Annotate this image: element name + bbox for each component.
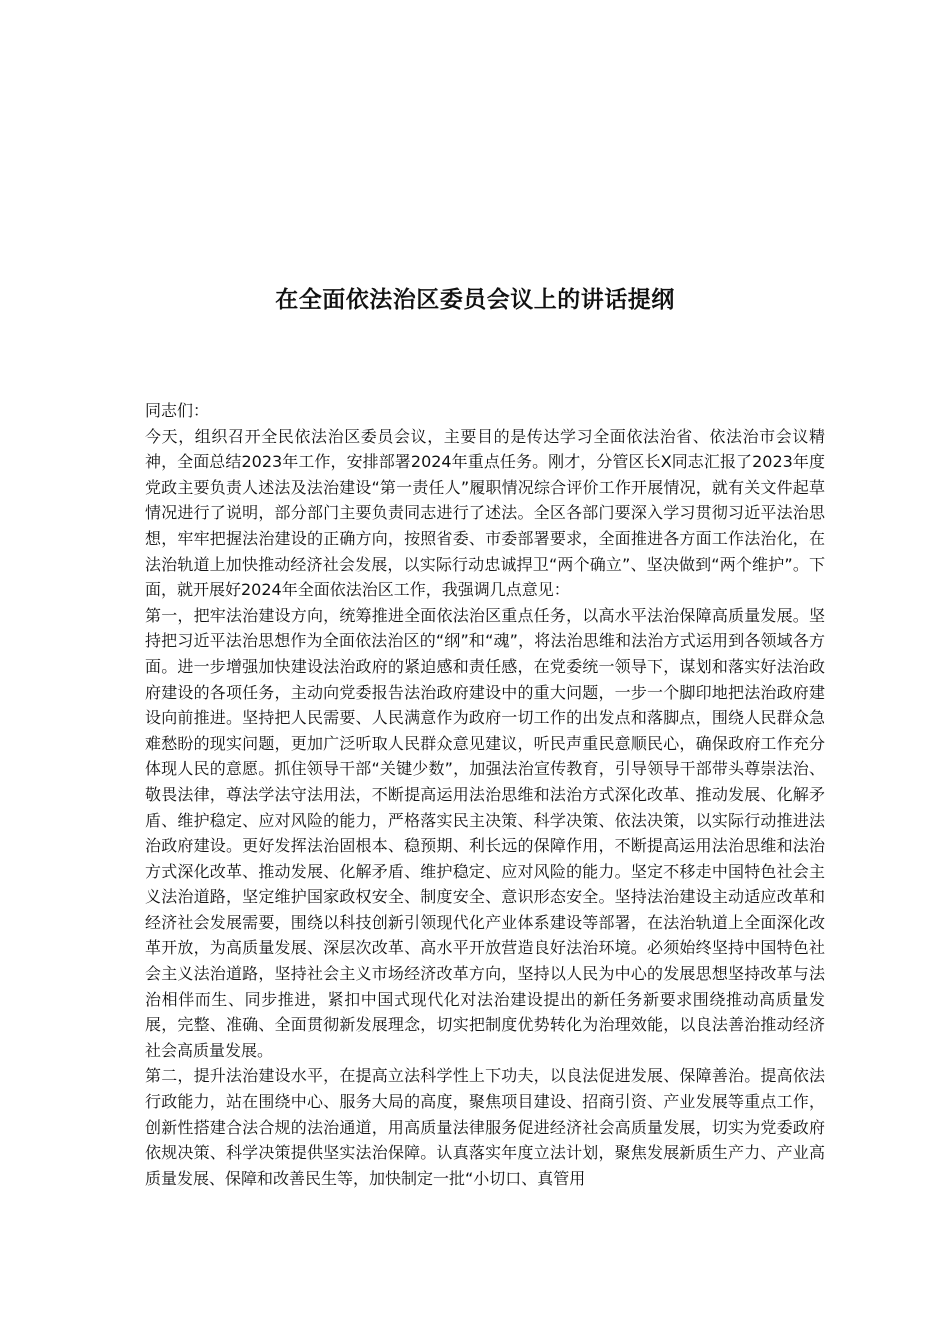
paragraph-point-two: 第二，提升法治建设水平，在提高立法科学性上下功夫，以良法促进发展、保障善治。提高依法行政能力，站在围绕中心、服务大局的高度，聚焦项目建设、招商引资、产业发展等重点工作，创新性搭建合法合规的法治通道，用高质量法律服务促进经济社会高质量发展，切实为党委政府依规决策、科学决策提供坚实法治保障。认真落实年度立法计划，聚焦发展新质生产力、产业高质量发展、保障和改善民生等，加快制定一批“小切口、真管用 bbox=[145, 1066, 825, 1188]
document-body bbox=[145, 398, 825, 1191]
paragraph-salutation: 同志们： bbox=[145, 401, 210, 420]
paragraph-intro: 今天，组织召开全民依法治区委员会议，主要目的是传达学习全面依法治省、依法治市会议精神，全面总结2023年工作，安排部署2024年重点任务。刚才，分管区长X同志汇报了2023年度党政主要负责人述法及法治建设“第一责任人”履职情况综合评价工作开展情况，就有关文件起草情况进行了说明，部分部门主要负责同志进行了述法。全区各部门要深入学习贯彻习近平法治思想，牢牢把握法治建设的正确方向，按照省委、市委部署要求，全面推进各方面工作法治化，在法治轨道上加快推动经济社会发展，以实际行动忠诚捍卫“两个确立”、坚决做到“两个维护”。下面，就开展好2024年全面依法治区工作，我强调几点意见： bbox=[145, 426, 825, 600]
page-title: 在全面依法治区委员会议上的讲话提纲 bbox=[275, 287, 675, 313]
paragraph-point-one: 第一，把牢法治建设方向，统筹推进全面依法治区重点任务，以高水平法治保障高质量发展。坚持把习近平法治思想作为全面依法治区的“纲”和“魂”，将法治思维和法治方式运用到各领域各方面。进一步增强加快建设法治政府的紧迫感和责任感，在党委统一领导下，谋划和落实好法治政府建设的各项任务，主动向党委报告法治政府建设中的重大问题，一步一个脚印地把法治政府建设向前推进。坚持把人民需要、人民满意作为政府一切工作的出发点和落脚点，围绕人民群众急难愁盼的现实问题，更加广泛听取人民群众意见建议，听民声重民意顺民心，确保政府工作充分体现人民的意愿。抓住领导干部“关键少数”，加强法治宣传教育，引导领导干部带头尊崇法治、敬畏法律，尊法学法守法用法，不断提高运用法治思维和法治方式深化改革、推动发展、化解矛盾、维护稳定、应对风险的能力，严格落实民主决策、科学决策、依法决策，以实际行动推进法治政府建设。更好发挥法治固根本、稳预期、利长远的保障作用，不断提高运用法治思维和法治方式深化改革、推动发展、化解矛盾、维护稳定、应对风险的能力。坚定不移走中国特色社会主义法治道路，坚定维护国家政权安全、制度安全、意识形态安全。坚持法治建设主动适应改革和经济社会发展需要，围绕以科技创新引领现代化产业体系建设等部署，在法治轨道上全面深化改革开放，为高质量发展、深层次改革、高水平开放营造良好法治环境。必须始终坚持中国特色社会主义法治道路，坚持社会主义市场经济改革方向，坚持以人民为中心的发展思想坚持改革与法治相伴而生、同步推进，紧扣中国式现代化对法治建设提出的新任务新要求围绕推动高质量发展，完整、准确、全面贯彻新发展理念，切实把制度优势转化为治理效能，以良法善治推动经济社会高质量发展。 bbox=[145, 605, 825, 1060]
